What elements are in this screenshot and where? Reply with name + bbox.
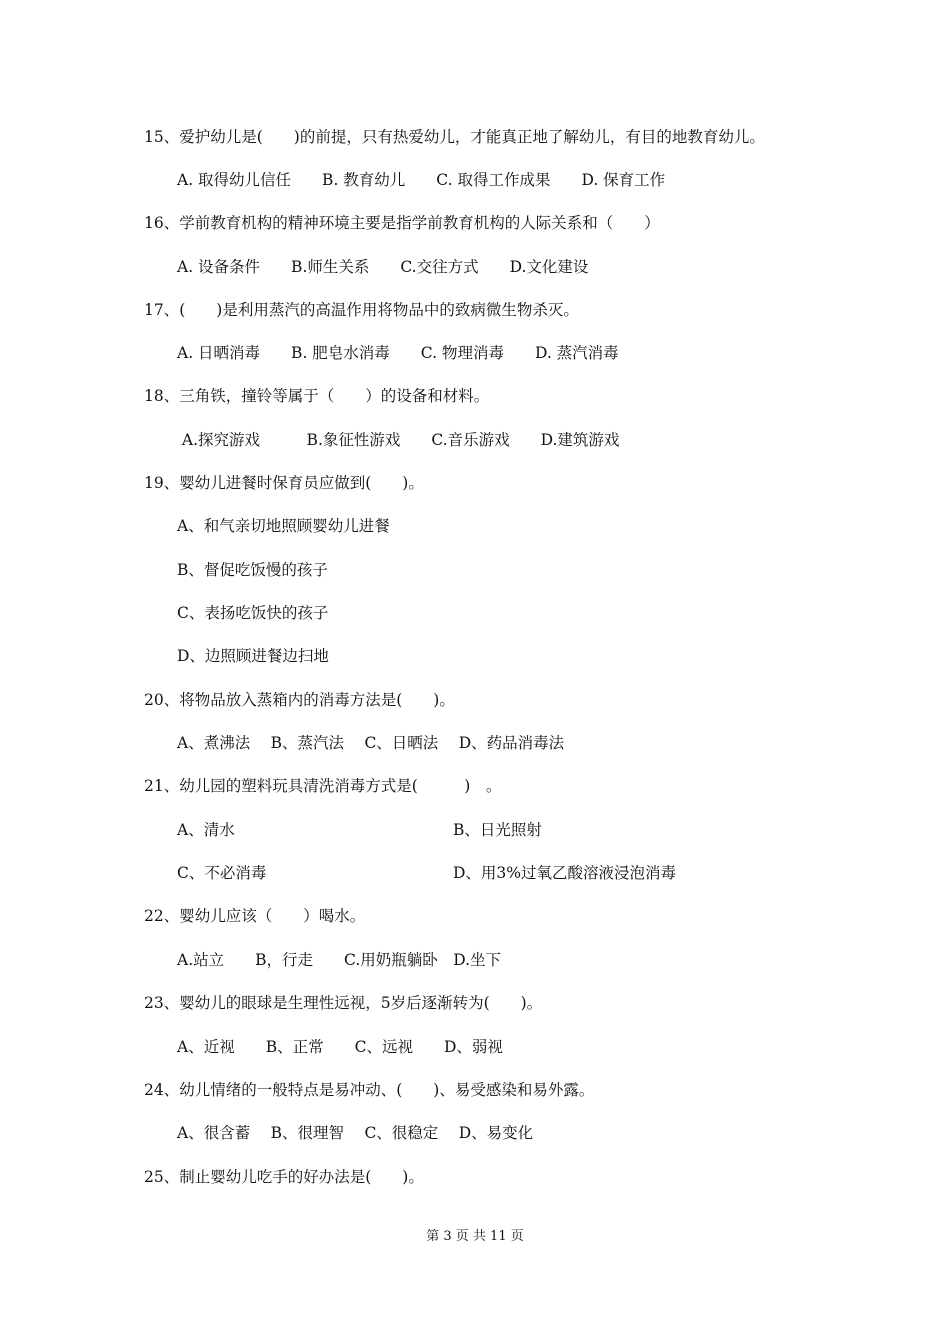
question-20-stem: 20、将物品放入蒸箱内的消毒方法是( )。 — [144, 691, 455, 709]
question-21-stem: 21、幼儿园的塑料玩具清洗消毒方式是( ) 。 — [144, 777, 502, 795]
question-17-options: A. 日晒消毒 B. 肥皂水消毒 C. 物理消毒 D. 蒸汽消毒 — [177, 344, 619, 362]
question-19-option-a: A、和气亲切地照顾婴幼儿进餐 — [177, 517, 390, 535]
question-24-options: A、很含蓄 B、很理智 C、很稳定 D、易变化 — [177, 1124, 534, 1142]
question-21-option-a: A、清水 — [177, 821, 235, 839]
question-21-option-b: B、日光照射 — [453, 821, 542, 839]
question-24-stem: 24、幼儿情绪的一般特点是易冲动、( )、易受感染和易外露。 — [144, 1081, 595, 1099]
question-22-options: A.站立 B，行走 C.用奶瓶躺卧 D.坐下 — [177, 951, 502, 969]
question-19-stem: 19、婴幼儿进餐时保育员应做到( )。 — [144, 474, 424, 492]
question-18-stem: 18、三角铁，撞铃等属于（ ）的设备和材料。 — [144, 387, 490, 405]
question-19-option-d: D、边照顾进餐边扫地 — [177, 647, 329, 665]
question-15-options: A. 取得幼儿信任 B. 教育幼儿 C. 取得工作成果 D. 保育工作 — [177, 171, 666, 189]
question-21-option-c: C、不必消毒 — [177, 864, 267, 882]
page-footer: 第 3 页 共 11 页 — [426, 1229, 524, 1244]
question-23-options: A、近视 B、正常 C、远视 D、弱视 — [177, 1038, 503, 1056]
question-18-options: A.探究游戏 B.象征性游戏 C.音乐游戏 D.建筑游戏 — [177, 431, 620, 449]
question-25-stem: 25、制止婴幼儿吃手的好办法是( )。 — [144, 1168, 424, 1186]
question-16-options: A. 设备条件 B.师生关系 C.交往方式 D.文化建设 — [177, 258, 589, 276]
question-17-stem: 17、( )是利用蒸汽的高温作用将物品中的致病微生物杀灭。 — [144, 301, 579, 319]
question-15-stem: 15、爱护幼儿是( )的前提，只有热爱幼儿，才能真正地了解幼儿，有目的地教育幼儿。 — [144, 128, 765, 146]
question-21-option-d: D、用3%过氧乙酸溶液浸泡消毒 — [453, 864, 677, 882]
question-19-option-c: C、表扬吃饭快的孩子 — [177, 604, 329, 622]
question-19-option-b: B、督促吃饭慢的孩子 — [177, 561, 328, 579]
question-22-stem: 22、婴幼儿应该（ ）喝水。 — [144, 907, 366, 925]
question-20-options: A、煮沸法 B、蒸汽法 C、日晒法 D、药品消毒法 — [177, 734, 565, 752]
question-23-stem: 23、婴幼儿的眼球是生理性远视，5岁后逐渐转为( )。 — [144, 994, 543, 1012]
question-16-stem: 16、学前教育机构的精神环境主要是指学前教育机构的人际关系和（ ） — [144, 214, 660, 232]
